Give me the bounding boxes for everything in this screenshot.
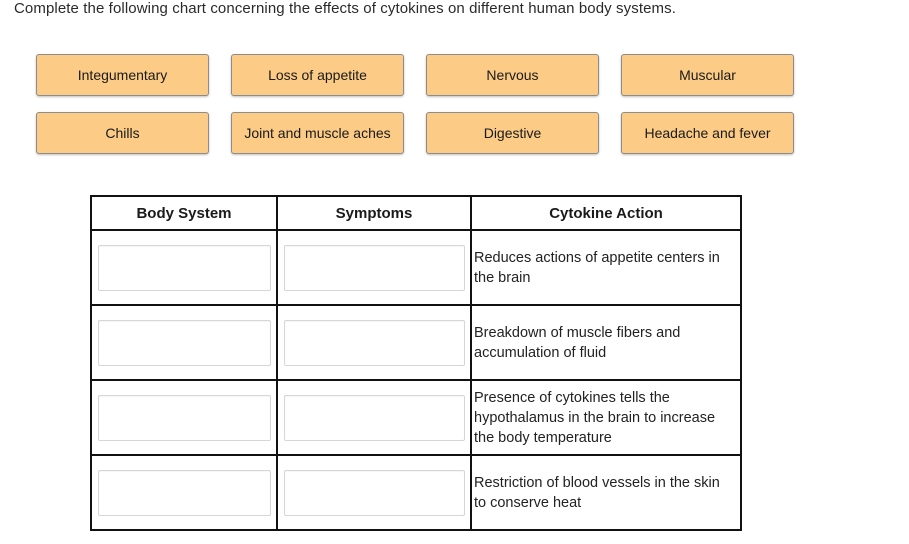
cytokine-action-text: Presence of cytokines tells the hypothalamus in the brain to increase the body temperature — [474, 389, 716, 446]
tile-loss-of-appetite[interactable]: Loss of appetite — [231, 54, 404, 96]
tile-integumentary[interactable]: Integumentary — [36, 54, 209, 96]
question-prompt: Complete the following chart concerning the effects of cytokines on different human body systems. — [14, 0, 677, 17]
symptoms-cell — [277, 380, 471, 455]
body-system-drop-zone[interactable] — [98, 395, 271, 441]
body-system-cell — [91, 380, 277, 455]
symptoms-drop-zone[interactable] — [284, 245, 465, 291]
symptoms-drop-zone[interactable] — [284, 470, 465, 516]
table-row — [91, 305, 741, 380]
tile-chills[interactable]: Chills — [36, 112, 209, 154]
tile-headache-and-fever[interactable]: Headache and fever — [621, 112, 794, 154]
tile-muscular[interactable]: Muscular — [621, 54, 794, 96]
symptoms-cell — [277, 455, 471, 530]
cytokine-action-text: Restriction of blood vessels in the skin to conserve heat — [474, 474, 720, 511]
table-row — [91, 455, 741, 530]
body-system-cell — [91, 455, 277, 530]
body-system-cell — [91, 305, 277, 380]
header-symptoms: Symptoms — [277, 196, 471, 230]
cytokine-action-cell — [471, 455, 741, 530]
body-system-cell — [91, 230, 277, 305]
table-row — [91, 230, 741, 305]
table-header-row — [91, 196, 741, 230]
cytokine-action-text: Reduces actions of appetite centers in the brain — [474, 249, 720, 286]
table-row — [91, 380, 741, 455]
tile-nervous[interactable]: Nervous — [426, 54, 599, 96]
header-body-system: Body System — [91, 196, 277, 230]
cytokine-action-cell — [471, 380, 741, 455]
header-cytokine-action: Cytokine Action — [471, 196, 741, 230]
symptoms-cell — [277, 305, 471, 380]
cytokine-action-cell — [471, 305, 741, 380]
tile-digestive[interactable]: Digestive — [426, 112, 599, 154]
body-system-drop-zone[interactable] — [98, 470, 271, 516]
symptoms-drop-zone[interactable] — [284, 395, 465, 441]
symptoms-cell — [277, 230, 471, 305]
body-system-drop-zone[interactable] — [98, 320, 271, 366]
cytokine-action-cell — [471, 230, 741, 305]
symptoms-drop-zone[interactable] — [284, 320, 465, 366]
cytokine-action-text: Breakdown of muscle fibers and accumulation of fluid — [474, 324, 681, 361]
tile-joint-and-muscle-aches[interactable]: Joint and muscle aches — [231, 112, 404, 154]
body-system-drop-zone[interactable] — [98, 245, 271, 291]
cytokine-chart-table — [90, 195, 742, 531]
